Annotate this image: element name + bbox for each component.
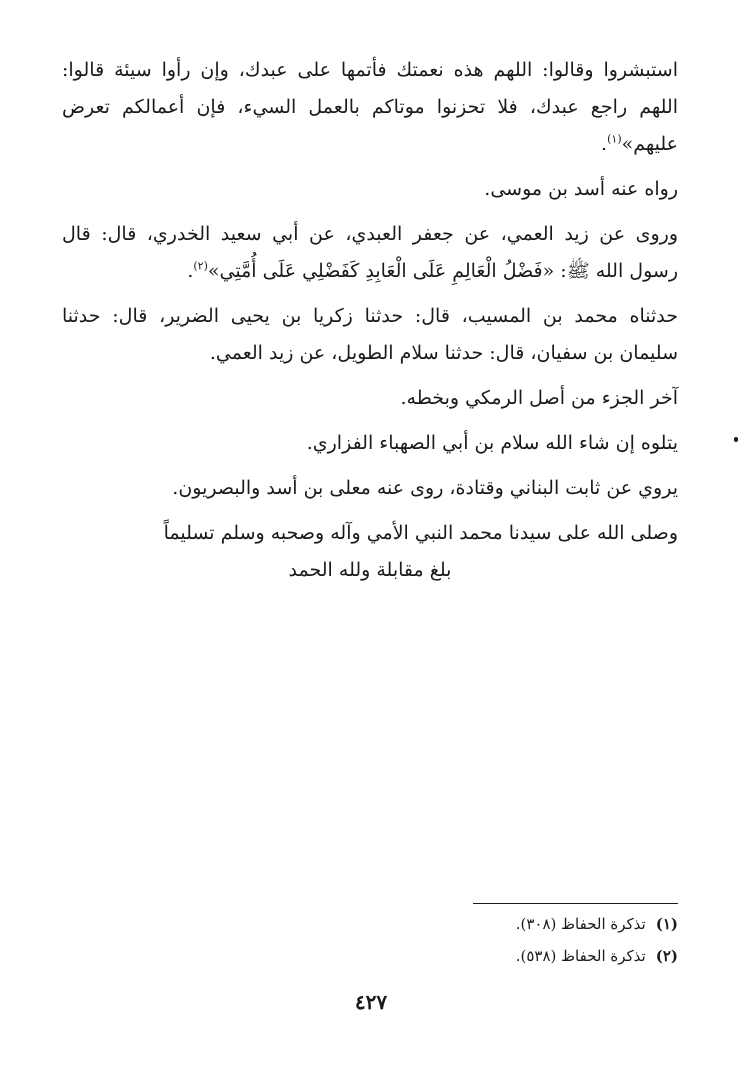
paragraph-text: وصلى الله على سيدنا محمد النبي الأمي وآله وصحبه وسلم تسليماً [163, 522, 678, 544]
paragraph-3 [62, 216, 678, 290]
footnote-number: (٢) [655, 947, 678, 965]
main-text [62, 52, 678, 597]
paragraph-1 [62, 52, 678, 163]
paragraph-text: يروي عن ثابت البناني وقتادة، روى عنه معلى بن أسد والبصريون. [172, 477, 678, 499]
paragraph-8 [62, 515, 678, 552]
paragraph-text: استبشروا وقالوا: اللهم هذه نعمتك فأتمها على عبدك، وإن رأوا سيئة قالوا: اللهم راجع عبدك، فلا تحزنوا موتاكم بالعمل السيء، فإن أعمالكم تعرض عليهم» [62, 59, 678, 155]
paragraph-6 [62, 425, 678, 462]
footnote-1 [278, 908, 678, 940]
footnote-ref-2: (٢) [193, 259, 208, 273]
paragraph-text: وروى عن زيد العمي، عن جعفر العبدي، عن أبي سعيد الخدري، قال: قال رسول الله ﷺ: «فَضْلُ الْعَالِمِ عَلَى الْعَابِدِ كَفَضْلِي عَلَى أُمَّتِي» [62, 223, 678, 282]
footnote-text: تذكرة الحفاظ (٥٣٨). [515, 947, 646, 965]
paragraph-7 [62, 470, 678, 507]
margin-mark [734, 437, 738, 442]
paragraph-4 [62, 298, 678, 372]
footnote-text: تذكرة الحفاظ (٣٠٨). [515, 915, 646, 933]
footnote-2 [278, 940, 678, 972]
footnote-number: (١) [655, 915, 678, 933]
footnote-ref-1: (١) [607, 132, 622, 146]
footnotes [278, 908, 678, 972]
paragraph-text: يتلوه إن شاء الله سلام بن أبي الصهباء الفزاري. [306, 432, 678, 454]
page-number: ٤٢٧ [354, 990, 388, 1014]
paragraph-text: حدثناه محمد بن المسيب، قال: حدثنا زكريا بن يحيى الضرير، قال: حدثنا سليمان بن سفيان، قال: حدثنا سلام الطويل، عن زيد العمي. [62, 305, 678, 364]
closing-line: بلغ مقابلة ولله الحمد [288, 559, 452, 581]
footnote-divider [473, 903, 678, 904]
paragraph-tail: . [601, 133, 608, 155]
paragraph-text: رواه عنه أسد بن موسى. [484, 178, 678, 200]
paragraph-2 [62, 171, 678, 208]
paragraph-tail: . [187, 260, 194, 282]
paragraph-5 [62, 380, 678, 417]
paragraph-text: آخر الجزء من أصل الرمكي وبخطه. [400, 387, 678, 409]
